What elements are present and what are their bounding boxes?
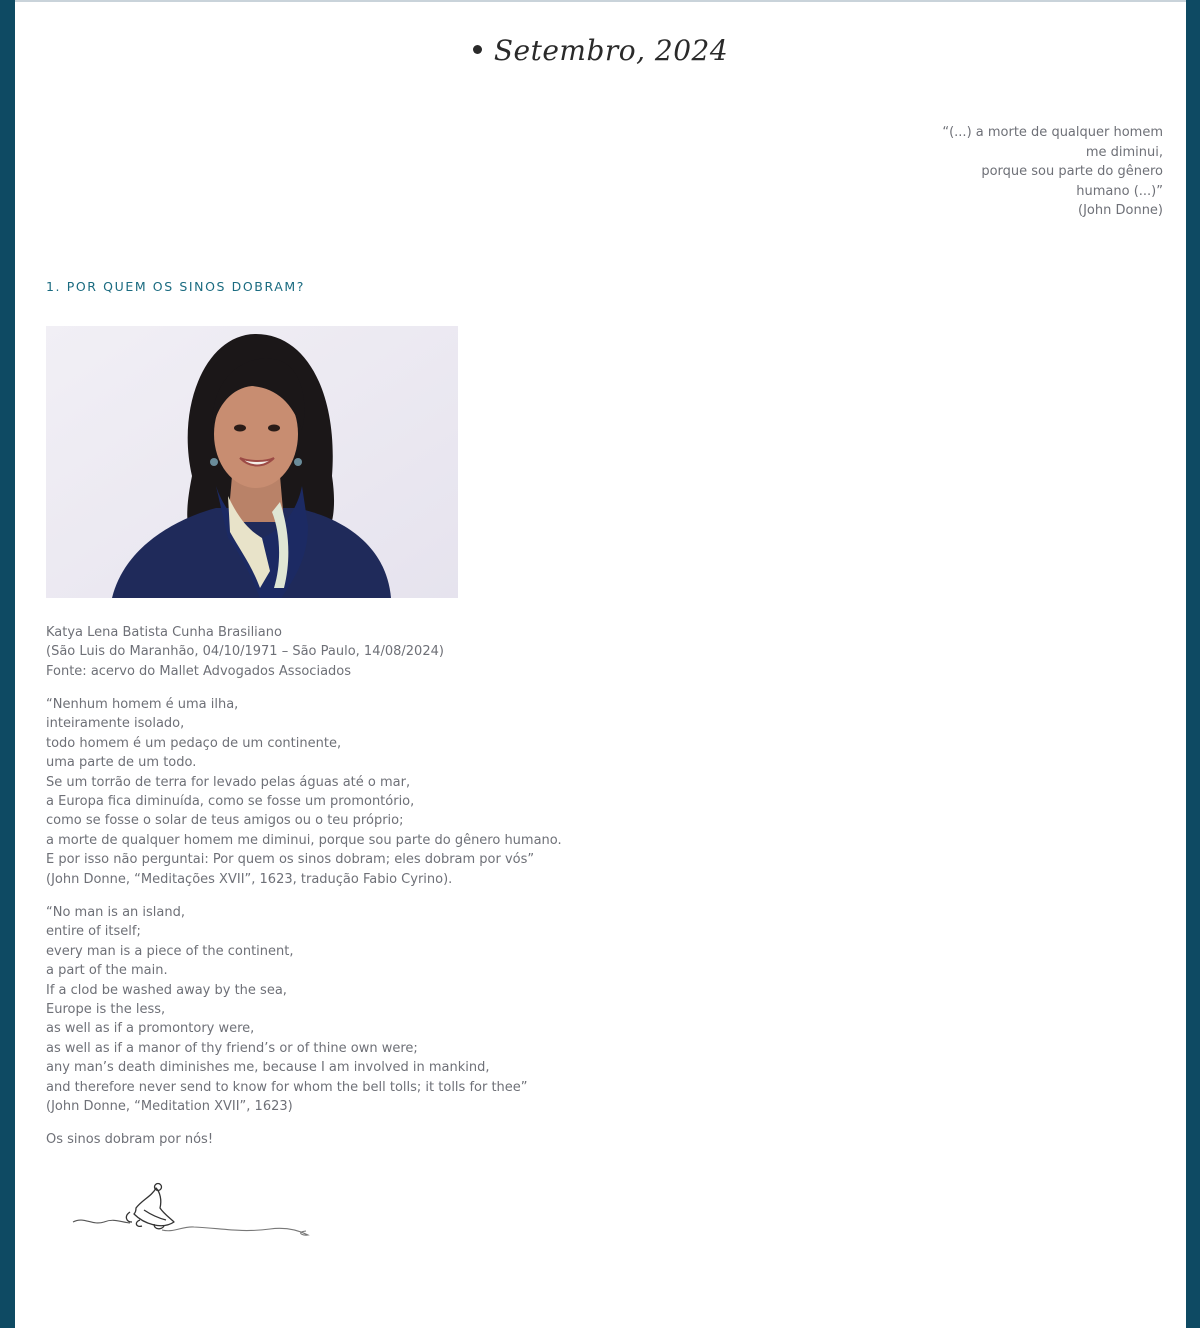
poem-line: Europe is the less, <box>46 1002 166 1018</box>
poem-line: como se fosse o solar de teus amigos ou o teu próprio; <box>46 813 404 829</box>
poem-line: If a clod be washed away by the sea, <box>46 982 287 998</box>
page-content <box>15 0 1186 1328</box>
poem-line: as well as if a promontory were, <box>46 1021 255 1037</box>
epigraph-line: porque sou parte do gênero <box>981 164 1163 179</box>
poem-line: a part of the main. <box>46 963 168 979</box>
section-heading: 1. POR QUEM OS SINOS DOBRAM? <box>46 279 306 294</box>
photo-caption <box>46 623 606 681</box>
page-title <box>15 34 1186 67</box>
epigraph-attribution: (John Donne) <box>1078 203 1163 218</box>
poem-line: every man is a piece of the continent, <box>46 943 294 959</box>
bell-doodle-icon <box>70 1178 315 1242</box>
poem-line: inteiramente isolado, <box>46 716 185 732</box>
caption-source: Fonte: acervo do Mallet Advogados Associados <box>46 663 352 679</box>
poem-portuguese <box>46 695 606 889</box>
poem-line: “Nenhum homem é uma ilha, <box>46 697 239 712</box>
poem-line: Se um torrão de terra for levado pelas águas até o mar, <box>46 774 411 790</box>
poem-line: todo homem é um pedaço de um continente, <box>46 735 342 751</box>
poem-line: any man’s death diminishes me, because I am involved in mankind, <box>46 1060 490 1076</box>
bullet-icon <box>473 45 482 54</box>
poem-line: E por isso não perguntai: Por quem os sinos dobram; eles dobram por vós” <box>46 852 535 868</box>
caption-dates: (São Luis do Maranhão, 04/10/1971 – São Paulo, 14/08/2024) <box>46 644 444 660</box>
poem-line: a Europa fica diminuída, como se fosse um promontório, <box>46 794 415 810</box>
page-title-text: Setembro, 2024 <box>493 34 729 67</box>
poem-line: “No man is an island, <box>46 905 185 920</box>
poem-line: and therefore never send to know for whom the bell tolls; it tolls for thee” <box>46 1079 528 1095</box>
poem-english <box>46 903 606 1116</box>
poem-line: as well as if a manor of thy friend’s or of thine own were; <box>46 1040 418 1056</box>
epigraph-line: me diminui, <box>1085 144 1163 160</box>
epigraph-line: humano (...)” <box>1076 183 1163 199</box>
epigraph <box>903 123 1163 221</box>
poem-line: a morte de qualquer homem me diminui, porque sou parte do gênero humano. <box>46 832 562 848</box>
epigraph-line: “(...) a morte de qualquer homem <box>942 125 1163 140</box>
poem-line: uma parte de um todo. <box>46 755 197 771</box>
closing-line: Os sinos dobram por nós! <box>46 1132 214 1147</box>
poem-attribution: (John Donne, “Meditation XVII”, 1623) <box>46 1099 293 1115</box>
caption-name: Katya Lena Batista Cunha Brasiliano <box>46 625 282 640</box>
poem-attribution: (John Donne, “Meditações XVII”, 1623, tradução Fabio Cyrino). <box>46 871 453 887</box>
poem-line: entire of itself; <box>46 924 141 940</box>
portrait-photo <box>46 326 458 598</box>
